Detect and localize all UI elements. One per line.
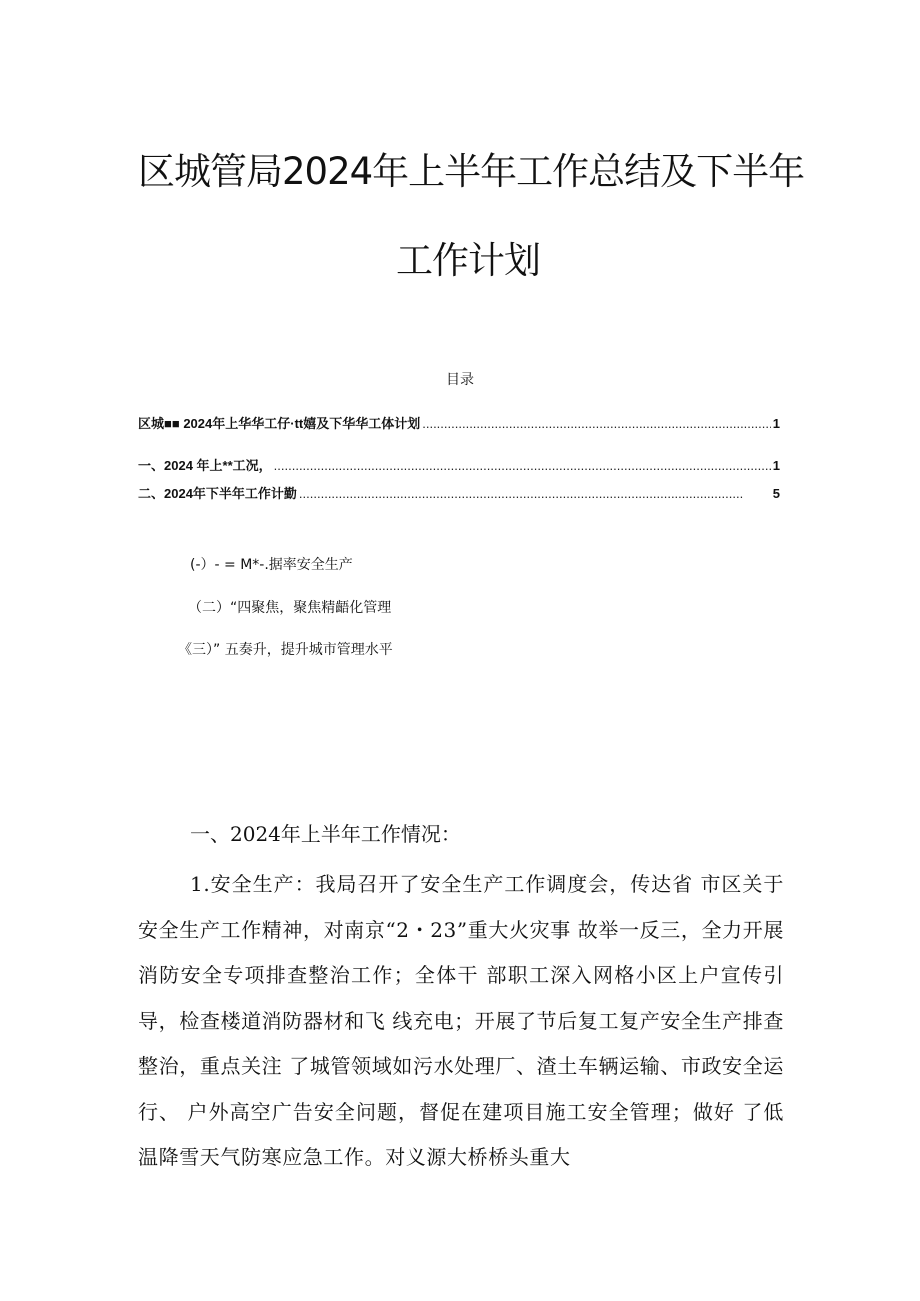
toc-leader-dots (422, 416, 771, 431)
section-heading: 一、2024年上半年工作情况： (190, 822, 461, 846)
toc-entry[interactable] (138, 413, 780, 432)
toc-entry-text: 一、2024 年上**工况， (138, 458, 272, 473)
toc-subentry[interactable]: 《三）” 五奏升，提升城市管理水平 (178, 642, 393, 658)
toc-heading: 目录 (446, 372, 474, 388)
toc-entry-text: 二、2024年下半年工作计勤 (138, 486, 297, 501)
toc-entry-page: 1 (772, 416, 780, 431)
document-title-line-2: 工作计划 (396, 239, 540, 282)
toc-entry-page: 5 (772, 486, 780, 501)
toc-entry[interactable] (138, 455, 780, 474)
body-paragraph: 1.安全生产：我局召开了安全生产工作调度会，传达省 市区关于安全生产工作精神，对南京“2・23”重大火灾事 故举一反三，全力开展消防安全专项排查整治工作；全体干 部职工深入网格小区上户宣传引导，检查楼道消防器材和飞 线充电；开展了节后复工复产安全生产排查整治，重点关注 了城管领域如污水处理厂、渣土车辆运输、市政安全运行、 户外高空广告安全问题，督促在建项目施工安全管理；做好 了低温降雪天气防寒应急工作。对义源大桥桥头重大 (138, 872, 784, 1169)
toc-leader-dots (274, 458, 771, 473)
toc-entry-page: 1 (772, 458, 780, 473)
toc-entry-text: 区城■■ 2024年上华华工仔·tt嬉及下华华工体计划 (138, 416, 421, 431)
document-title-line-1: 区城管局2024年上半年工作总结及下半年 (138, 150, 805, 193)
toc-entry[interactable] (138, 483, 780, 502)
toc-subentry[interactable]: (-）- = M*-.据率安全生产 (190, 557, 353, 573)
toc-subentry[interactable]: （二）“四聚焦，聚焦精齬化管理 (188, 600, 392, 616)
toc-leader-dots (299, 486, 743, 501)
